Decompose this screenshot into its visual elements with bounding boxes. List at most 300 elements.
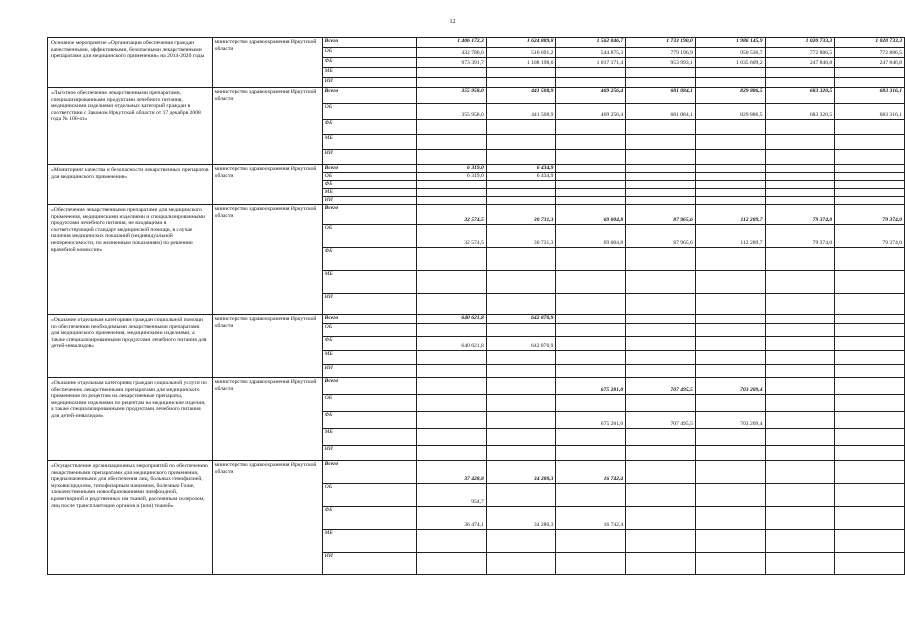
amount-cell	[626, 324, 696, 337]
amount-cell: 1 562 046,7	[556, 38, 626, 48]
amount-cell	[765, 507, 835, 530]
amount-cell: 1 108 198,6	[486, 58, 556, 68]
amount-cell	[626, 78, 696, 88]
amount-cell	[765, 68, 835, 78]
amount-cell	[417, 68, 487, 78]
amount-cell	[626, 553, 696, 575]
funding-source-cell: ФБ	[322, 181, 416, 189]
amount-cell	[695, 294, 765, 315]
amount-cell	[695, 553, 765, 575]
amount-cell	[556, 351, 626, 365]
amount-cell	[417, 446, 487, 461]
amount-cell: 1 035 609,2	[695, 58, 765, 68]
amount-cell	[626, 365, 696, 378]
amount-cell	[765, 120, 835, 135]
amount-cell: 973 391,7	[417, 58, 487, 68]
amount-cell	[626, 446, 696, 461]
funding-source-cell: ОБ	[322, 173, 416, 181]
amount-cell	[486, 351, 556, 365]
amount-cell	[835, 351, 905, 365]
amount-cell	[626, 337, 696, 351]
amount-cell	[695, 150, 765, 165]
amount-cell: 950 536,7	[695, 48, 765, 58]
amount-cell: 681 084,1	[626, 88, 696, 104]
amount-cell: 683 316,1	[835, 88, 905, 104]
amount-cell	[486, 197, 556, 205]
amount-cell: 112 289,7	[695, 225, 765, 248]
amount-cell	[835, 271, 905, 294]
amount-cell: 829 886,5	[695, 104, 765, 120]
amount-cell	[765, 429, 835, 446]
amount-cell	[417, 271, 487, 294]
amount-cell	[835, 189, 905, 197]
amount-cell: 112 289,7	[695, 205, 765, 225]
amount-cell	[486, 135, 556, 150]
amount-cell	[556, 365, 626, 378]
amount-cell: 69 004,8	[556, 205, 626, 225]
amount-cell	[556, 78, 626, 88]
funding-source-cell: ОБ	[322, 395, 416, 412]
amount-cell: 953 993,1	[626, 58, 696, 68]
amount-cell	[417, 429, 487, 446]
funding-source-cell: ИИ	[322, 365, 416, 378]
measure-description: «Оказание отдельным категориям граждан социальной помощи по обеспечению необходимыми лекарственными препаратами для медицинского применения, медицинскими изделиями, а также специализированными продуктами лечебного питания для детей-инвалидов»	[48, 315, 213, 378]
amount-cell	[417, 189, 487, 197]
amount-cell: 703 209,4	[695, 378, 765, 395]
amount-cell: 6 434,9	[486, 165, 556, 173]
amount-cell	[626, 395, 696, 412]
amount-cell	[695, 173, 765, 181]
amount-cell	[486, 78, 556, 88]
amount-cell	[486, 68, 556, 78]
amount-cell	[626, 173, 696, 181]
amount-cell	[835, 294, 905, 315]
funding-source-cell: ФБ	[322, 412, 416, 429]
amount-cell	[486, 553, 556, 575]
amount-cell: 247 846,8	[765, 58, 835, 68]
amount-cell	[417, 120, 487, 135]
amount-cell	[417, 181, 487, 189]
amount-cell	[417, 294, 487, 315]
amount-cell	[556, 446, 626, 461]
amount-cell	[626, 68, 696, 78]
amount-cell	[417, 412, 487, 429]
measure-description: «Оказание отдельным категориям граждан социальной услуги по обеспечению лекарственными препаратами для медицинского применения по рецептам на лекарственные препараты, медицинскими изделиями по рецептам на медицинские изделия, а также специализированными продуктами лечебного питания для детей-инвалидов»	[48, 378, 213, 461]
funding-source-cell: ФБ	[322, 58, 416, 68]
amount-cell	[835, 165, 905, 173]
amount-cell	[486, 412, 556, 429]
budget-table-body	[48, 38, 905, 575]
amount-cell	[765, 351, 835, 365]
amount-cell	[556, 315, 626, 324]
amount-cell: 355 958,0	[417, 88, 487, 104]
amount-cell	[556, 150, 626, 165]
amount-cell: 640 621,8	[417, 315, 487, 324]
amount-cell: 30 731,3	[486, 225, 556, 248]
table-row	[48, 205, 905, 225]
amount-cell: 1 986 145,9	[695, 38, 765, 48]
amount-cell: 6 434,9	[486, 173, 556, 181]
amount-cell	[626, 135, 696, 150]
amount-cell	[556, 173, 626, 181]
amount-cell: 87 965,6	[626, 205, 696, 225]
amount-cell: 954,7	[417, 484, 487, 507]
amount-cell	[835, 412, 905, 429]
measure-description: «Осуществление организационных мероприятий по обеспечению лекарственными препаратами для медицинского применения, предназначенными для обеспечения лиц, больных гемофилией, муковисцидозом, гипофизарным нанизмом, болезнью Гоше, злокачественными новообразованиями лимфоидной, кроветворной и родственных им тканей, рассеянным склерозом, лиц после трансплантации органов и (или) тканей»	[48, 461, 213, 575]
amount-cell	[765, 173, 835, 181]
amount-cell	[486, 484, 556, 507]
amount-cell	[556, 337, 626, 351]
amount-cell	[486, 271, 556, 294]
table-row	[48, 461, 905, 484]
amount-cell	[765, 395, 835, 412]
funding-source-cell: ИИ	[322, 197, 416, 205]
amount-cell	[417, 395, 487, 412]
funding-source-cell: МБ	[322, 429, 416, 446]
amount-cell	[835, 365, 905, 378]
amount-cell	[765, 181, 835, 189]
amount-cell: 683 320,5	[765, 104, 835, 120]
amount-cell: 675 281,0	[556, 412, 626, 429]
funding-source-cell: ФБ	[322, 120, 416, 135]
amount-cell	[417, 78, 487, 88]
amount-cell	[695, 120, 765, 135]
amount-cell	[695, 189, 765, 197]
amount-cell	[835, 530, 905, 553]
amount-cell	[626, 461, 696, 484]
amount-cell	[835, 395, 905, 412]
amount-cell	[835, 446, 905, 461]
amount-cell: 642 870,9	[486, 315, 556, 324]
amount-cell	[556, 68, 626, 78]
amount-cell	[417, 553, 487, 575]
amount-cell	[765, 461, 835, 484]
amount-cell	[695, 446, 765, 461]
amount-cell: 34 280,3	[486, 461, 556, 484]
amount-cell	[695, 461, 765, 484]
amount-cell	[486, 248, 556, 271]
funding-source-cell: Всего	[322, 205, 416, 225]
funding-source-cell: ФБ	[322, 507, 416, 530]
amount-cell: 6 319,0	[417, 165, 487, 173]
amount-cell	[556, 429, 626, 446]
funding-source-cell: ОБ	[322, 324, 416, 337]
amount-cell	[626, 530, 696, 553]
amount-cell	[835, 181, 905, 189]
amount-cell	[695, 365, 765, 378]
amount-cell	[417, 150, 487, 165]
amount-cell: 703 209,4	[695, 412, 765, 429]
amount-cell	[695, 507, 765, 530]
amount-cell	[556, 181, 626, 189]
amount-cell	[765, 271, 835, 294]
measure-description: «Льготное обеспечение лекарственными препаратами, специализированными продуктами лечебного питания, медицинскими изделиями отдельных категорий граждан в соответствии с Законом Иркутской области от 17 декабря 2008 года № 106-оз»	[48, 88, 213, 165]
amount-cell	[486, 365, 556, 378]
funding-source-cell: Всего	[322, 165, 416, 173]
amount-cell	[556, 294, 626, 315]
funding-source-cell: ИИ	[322, 446, 416, 461]
amount-cell	[765, 165, 835, 173]
amount-cell: 683 320,5	[765, 88, 835, 104]
table-row	[48, 38, 905, 48]
funding-source-cell: Всего	[322, 38, 416, 48]
amount-cell: 69 004,8	[556, 225, 626, 248]
funding-source-cell: Всего	[322, 315, 416, 324]
amount-cell	[835, 78, 905, 88]
amount-cell	[695, 530, 765, 553]
amount-cell	[486, 378, 556, 395]
amount-cell: 87 965,6	[626, 225, 696, 248]
amount-cell	[556, 120, 626, 135]
funding-source-cell: ОБ	[322, 104, 416, 120]
amount-cell	[556, 165, 626, 173]
funding-source-cell: Всего	[322, 461, 416, 484]
amount-cell	[626, 294, 696, 315]
amount-cell: 79 374,0	[835, 205, 905, 225]
funding-source-cell: Всего	[322, 88, 416, 104]
amount-cell	[626, 271, 696, 294]
measure-description: «Обеспечение лекарственными препаратами для медицинского применения, медицинскими изделиями и специализированными продуктами лечебного питания, не входящими в соответствующий стандарт медицинской помощи, в случае наличия медицинских показаний (индивидуальной непереносимости, по жизненным показаниям) по решению врачебной комиссии»	[48, 205, 213, 315]
executor-cell: министерство здравоохранения Иркутской области	[212, 38, 322, 88]
amount-cell	[765, 150, 835, 165]
amount-cell	[835, 378, 905, 395]
amount-cell	[835, 173, 905, 181]
executor-cell: министерство здравоохранения Иркутской области	[212, 378, 322, 461]
amount-cell	[695, 135, 765, 150]
amount-cell	[695, 165, 765, 173]
amount-cell	[626, 181, 696, 189]
funding-source-cell: ИИ	[322, 553, 416, 575]
amount-cell: 1 020 733,3	[835, 38, 905, 48]
amount-cell	[626, 189, 696, 197]
amount-cell: 469 256,4	[556, 88, 626, 104]
table-row	[48, 165, 905, 173]
amount-cell: 772 886,5	[765, 48, 835, 58]
amount-cell	[695, 68, 765, 78]
amount-cell: 683 316,1	[835, 104, 905, 120]
amount-cell	[765, 78, 835, 88]
funding-source-cell: МБ	[322, 68, 416, 78]
measure-description: «Мониторинг качества и безопасности лекарственных препаратов для медицинского применения»	[48, 165, 213, 205]
amount-cell	[835, 324, 905, 337]
amount-cell: 36 474,1	[417, 507, 487, 530]
amount-cell: 432 780,6	[417, 48, 487, 58]
budget-table	[47, 37, 905, 575]
funding-source-cell: ФБ	[322, 337, 416, 351]
amount-cell	[695, 484, 765, 507]
amount-cell	[486, 446, 556, 461]
funding-source-cell: МБ	[322, 351, 416, 365]
amount-cell: 16 742,4	[556, 461, 626, 484]
amount-cell	[765, 378, 835, 395]
amount-cell	[765, 553, 835, 575]
amount-cell: 30 731,3	[486, 205, 556, 225]
page-number: 12	[449, 19, 456, 25]
amount-cell	[835, 68, 905, 78]
amount-cell	[765, 248, 835, 271]
amount-cell	[765, 365, 835, 378]
amount-cell	[695, 315, 765, 324]
amount-cell	[695, 78, 765, 88]
funding-source-cell: Всего	[322, 378, 416, 395]
executor-cell: министерство здравоохранения Иркутской области	[212, 165, 322, 205]
amount-cell	[556, 189, 626, 197]
amount-cell	[835, 553, 905, 575]
amount-cell	[695, 429, 765, 446]
amount-cell	[626, 429, 696, 446]
funding-source-cell: МБ	[322, 189, 416, 197]
amount-cell: 772 886,5	[835, 48, 905, 58]
amount-cell	[556, 197, 626, 205]
amount-cell: 79 374,0	[765, 205, 835, 225]
amount-cell	[835, 315, 905, 324]
amount-cell	[486, 395, 556, 412]
amount-cell: 469 256,4	[556, 104, 626, 120]
amount-cell: 640 621,8	[417, 337, 487, 351]
measure-description: Основное мероприятие «Организация обеспечения граждан качественными, эффективными, безопасными лекарственными препаратами для медицинского применения» на 2014-2020 годы	[48, 38, 213, 88]
amount-cell	[486, 294, 556, 315]
amount-cell	[765, 337, 835, 351]
amount-cell: 779 196,9	[626, 48, 696, 58]
amount-cell	[556, 395, 626, 412]
amount-cell	[556, 484, 626, 507]
amount-cell	[417, 365, 487, 378]
amount-cell	[417, 135, 487, 150]
amount-cell	[626, 120, 696, 135]
funding-source-cell: МБ	[322, 530, 416, 553]
amount-cell: 1 020 733,3	[765, 38, 835, 48]
amount-cell: 1 017 171,4	[556, 58, 626, 68]
amount-cell: 707 495,5	[626, 378, 696, 395]
amount-cell	[626, 351, 696, 365]
amount-cell: 79 374,0	[765, 225, 835, 248]
amount-cell: 16 742,4	[556, 507, 626, 530]
amount-cell	[765, 197, 835, 205]
amount-cell	[626, 150, 696, 165]
funding-source-cell: ОБ	[322, 225, 416, 248]
amount-cell	[765, 484, 835, 507]
funding-source-cell: ОБ	[322, 48, 416, 58]
funding-source-cell: ИИ	[322, 294, 416, 315]
executor-cell: министерство здравоохранения Иркутской области	[212, 205, 322, 315]
amount-cell: 1 624 889,8	[486, 38, 556, 48]
amount-cell: 707 495,5	[626, 412, 696, 429]
amount-cell	[765, 135, 835, 150]
amount-cell: 6 319,0	[417, 173, 487, 181]
amount-cell	[486, 120, 556, 135]
amount-cell: 37 428,8	[417, 461, 487, 484]
amount-cell: 441 508,9	[486, 88, 556, 104]
executor-cell: министерство здравоохранения Иркутской области	[212, 461, 322, 575]
amount-cell	[626, 484, 696, 507]
amount-cell	[486, 324, 556, 337]
amount-cell	[556, 271, 626, 294]
amount-cell: 675 281,0	[556, 378, 626, 395]
amount-cell: 1 733 190,0	[626, 38, 696, 48]
amount-cell	[486, 150, 556, 165]
amount-cell	[486, 181, 556, 189]
amount-cell: 32 574,5	[417, 225, 487, 248]
amount-cell	[835, 248, 905, 271]
funding-source-cell: ИИ	[322, 78, 416, 88]
table-row	[48, 378, 905, 395]
amount-cell	[835, 337, 905, 351]
amount-cell	[486, 429, 556, 446]
amount-cell	[695, 181, 765, 189]
amount-cell	[835, 150, 905, 165]
amount-cell	[765, 315, 835, 324]
amount-cell	[417, 351, 487, 365]
amount-cell	[835, 484, 905, 507]
amount-cell	[695, 271, 765, 294]
amount-cell	[417, 324, 487, 337]
funding-source-cell: ФБ	[322, 248, 416, 271]
amount-cell	[695, 197, 765, 205]
amount-cell: 32 574,5	[417, 205, 487, 225]
amount-cell	[835, 120, 905, 135]
funding-source-cell: МБ	[322, 135, 416, 150]
amount-cell	[626, 165, 696, 173]
amount-cell: 247 846,8	[835, 58, 905, 68]
executor-cell: министерство здравоохранения Иркутской области	[212, 315, 322, 378]
amount-cell	[695, 324, 765, 337]
amount-cell	[765, 324, 835, 337]
amount-cell	[417, 530, 487, 553]
amount-cell	[417, 197, 487, 205]
amount-cell	[695, 395, 765, 412]
amount-cell	[417, 378, 487, 395]
amount-cell	[626, 507, 696, 530]
amount-cell	[556, 248, 626, 271]
amount-cell	[765, 189, 835, 197]
amount-cell: 516 691,2	[486, 48, 556, 58]
amount-cell	[765, 530, 835, 553]
amount-cell	[417, 248, 487, 271]
amount-cell	[626, 315, 696, 324]
amount-cell	[765, 412, 835, 429]
table-row	[48, 88, 905, 104]
amount-cell	[765, 446, 835, 461]
amount-cell	[765, 294, 835, 315]
amount-cell: 544 875,3	[556, 48, 626, 58]
amount-cell	[835, 135, 905, 150]
amount-cell: 642 870,9	[486, 337, 556, 351]
amount-cell	[835, 461, 905, 484]
amount-cell: 34 280,3	[486, 507, 556, 530]
amount-cell	[486, 530, 556, 553]
amount-cell	[695, 337, 765, 351]
amount-cell	[626, 248, 696, 271]
funding-source-cell: МБ	[322, 271, 416, 294]
amount-cell	[835, 429, 905, 446]
amount-cell: 441 508,9	[486, 104, 556, 120]
amount-cell: 79 374,0	[835, 225, 905, 248]
amount-cell	[626, 197, 696, 205]
amount-cell: 829 886,5	[695, 88, 765, 104]
amount-cell	[556, 530, 626, 553]
amount-cell	[556, 324, 626, 337]
amount-cell: 355 958,0	[417, 104, 487, 120]
amount-cell	[835, 197, 905, 205]
budget-table-sheet	[47, 37, 905, 575]
executor-cell: министерство здравоохранения Иркутской области	[212, 88, 322, 165]
amount-cell: 1 406 172,3	[417, 38, 487, 48]
amount-cell	[695, 351, 765, 365]
amount-cell	[835, 507, 905, 530]
amount-cell: 681 084,1	[626, 104, 696, 120]
table-row	[48, 315, 905, 324]
amount-cell	[556, 135, 626, 150]
